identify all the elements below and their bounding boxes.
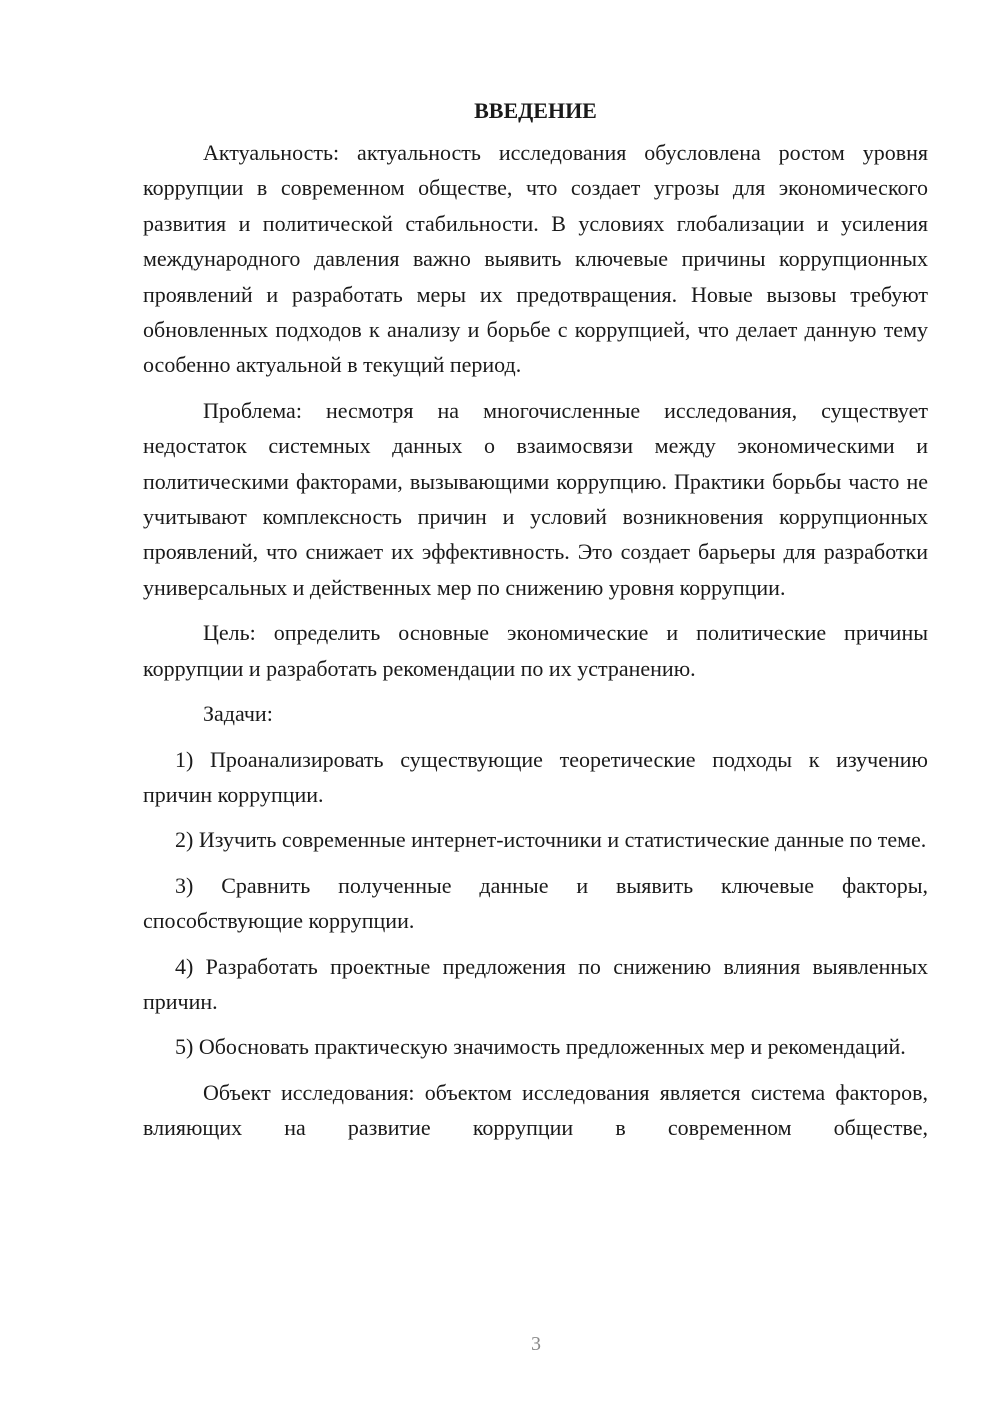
tasks-heading: Задачи: [203,701,273,727]
task-item: 3) Сравнить полученные данные и выявить ключевые факторы, способствующие коррупции. [143,872,928,934]
relevance-paragraph: Актуальность: актуальность исследования обусловлена ростом уровня коррупции в современном обществе, что создает угрозы для экономического развития и политической стабильности. В условиях глобализации и усиления международного давления важно выявить ключевые причины коррупционных проявлений и разработать меры их предотвращения. Новые вызовы требуют обновленных подходов к анализу и борьбе с коррупцией, что делает данную тему особенно актуальной в текущий период. [143,140,928,378]
task-item: 2) Изучить современные интернет-источники и статистические данные по теме. [175,827,927,853]
task-item: 4) Разработать проектные предложения по снижению влияния выявленных причин. [143,953,928,1014]
document-page [143,96,928,1156]
section-title: ВВЕДЕНИЕ [474,98,597,123]
goal-paragraph: Цель: определить основные экономические и политические причины коррупции и разработать рекомендации по их устранению. [143,620,928,681]
problem-paragraph: Проблема: несмотря на многочисленные исследования, существует недостаток системных данных о взаимосвязи между экономическими и политическими факторами, вызывающими коррупцию. Практики борьбы часто не учитывают комплексность причин и условий возникновения коррупционных проявлений, что снижает их эффективность. Это создает барьеры для разработки универсальных и действенных мер по снижению уровня коррупции. [143,397,928,600]
object-paragraph: Объект исследования: объектом исследования является система факторов, влияющих на развитие коррупции в современном обществе, [143,1079,928,1141]
task-item: 1) Проанализировать существующие теоретические подходы к изучению причин коррупции. [143,746,928,807]
task-item: 5) Обосновать практическую значимость предложенных мер и рекомендаций. [175,1034,906,1060]
page-number: 3 [531,1333,541,1355]
